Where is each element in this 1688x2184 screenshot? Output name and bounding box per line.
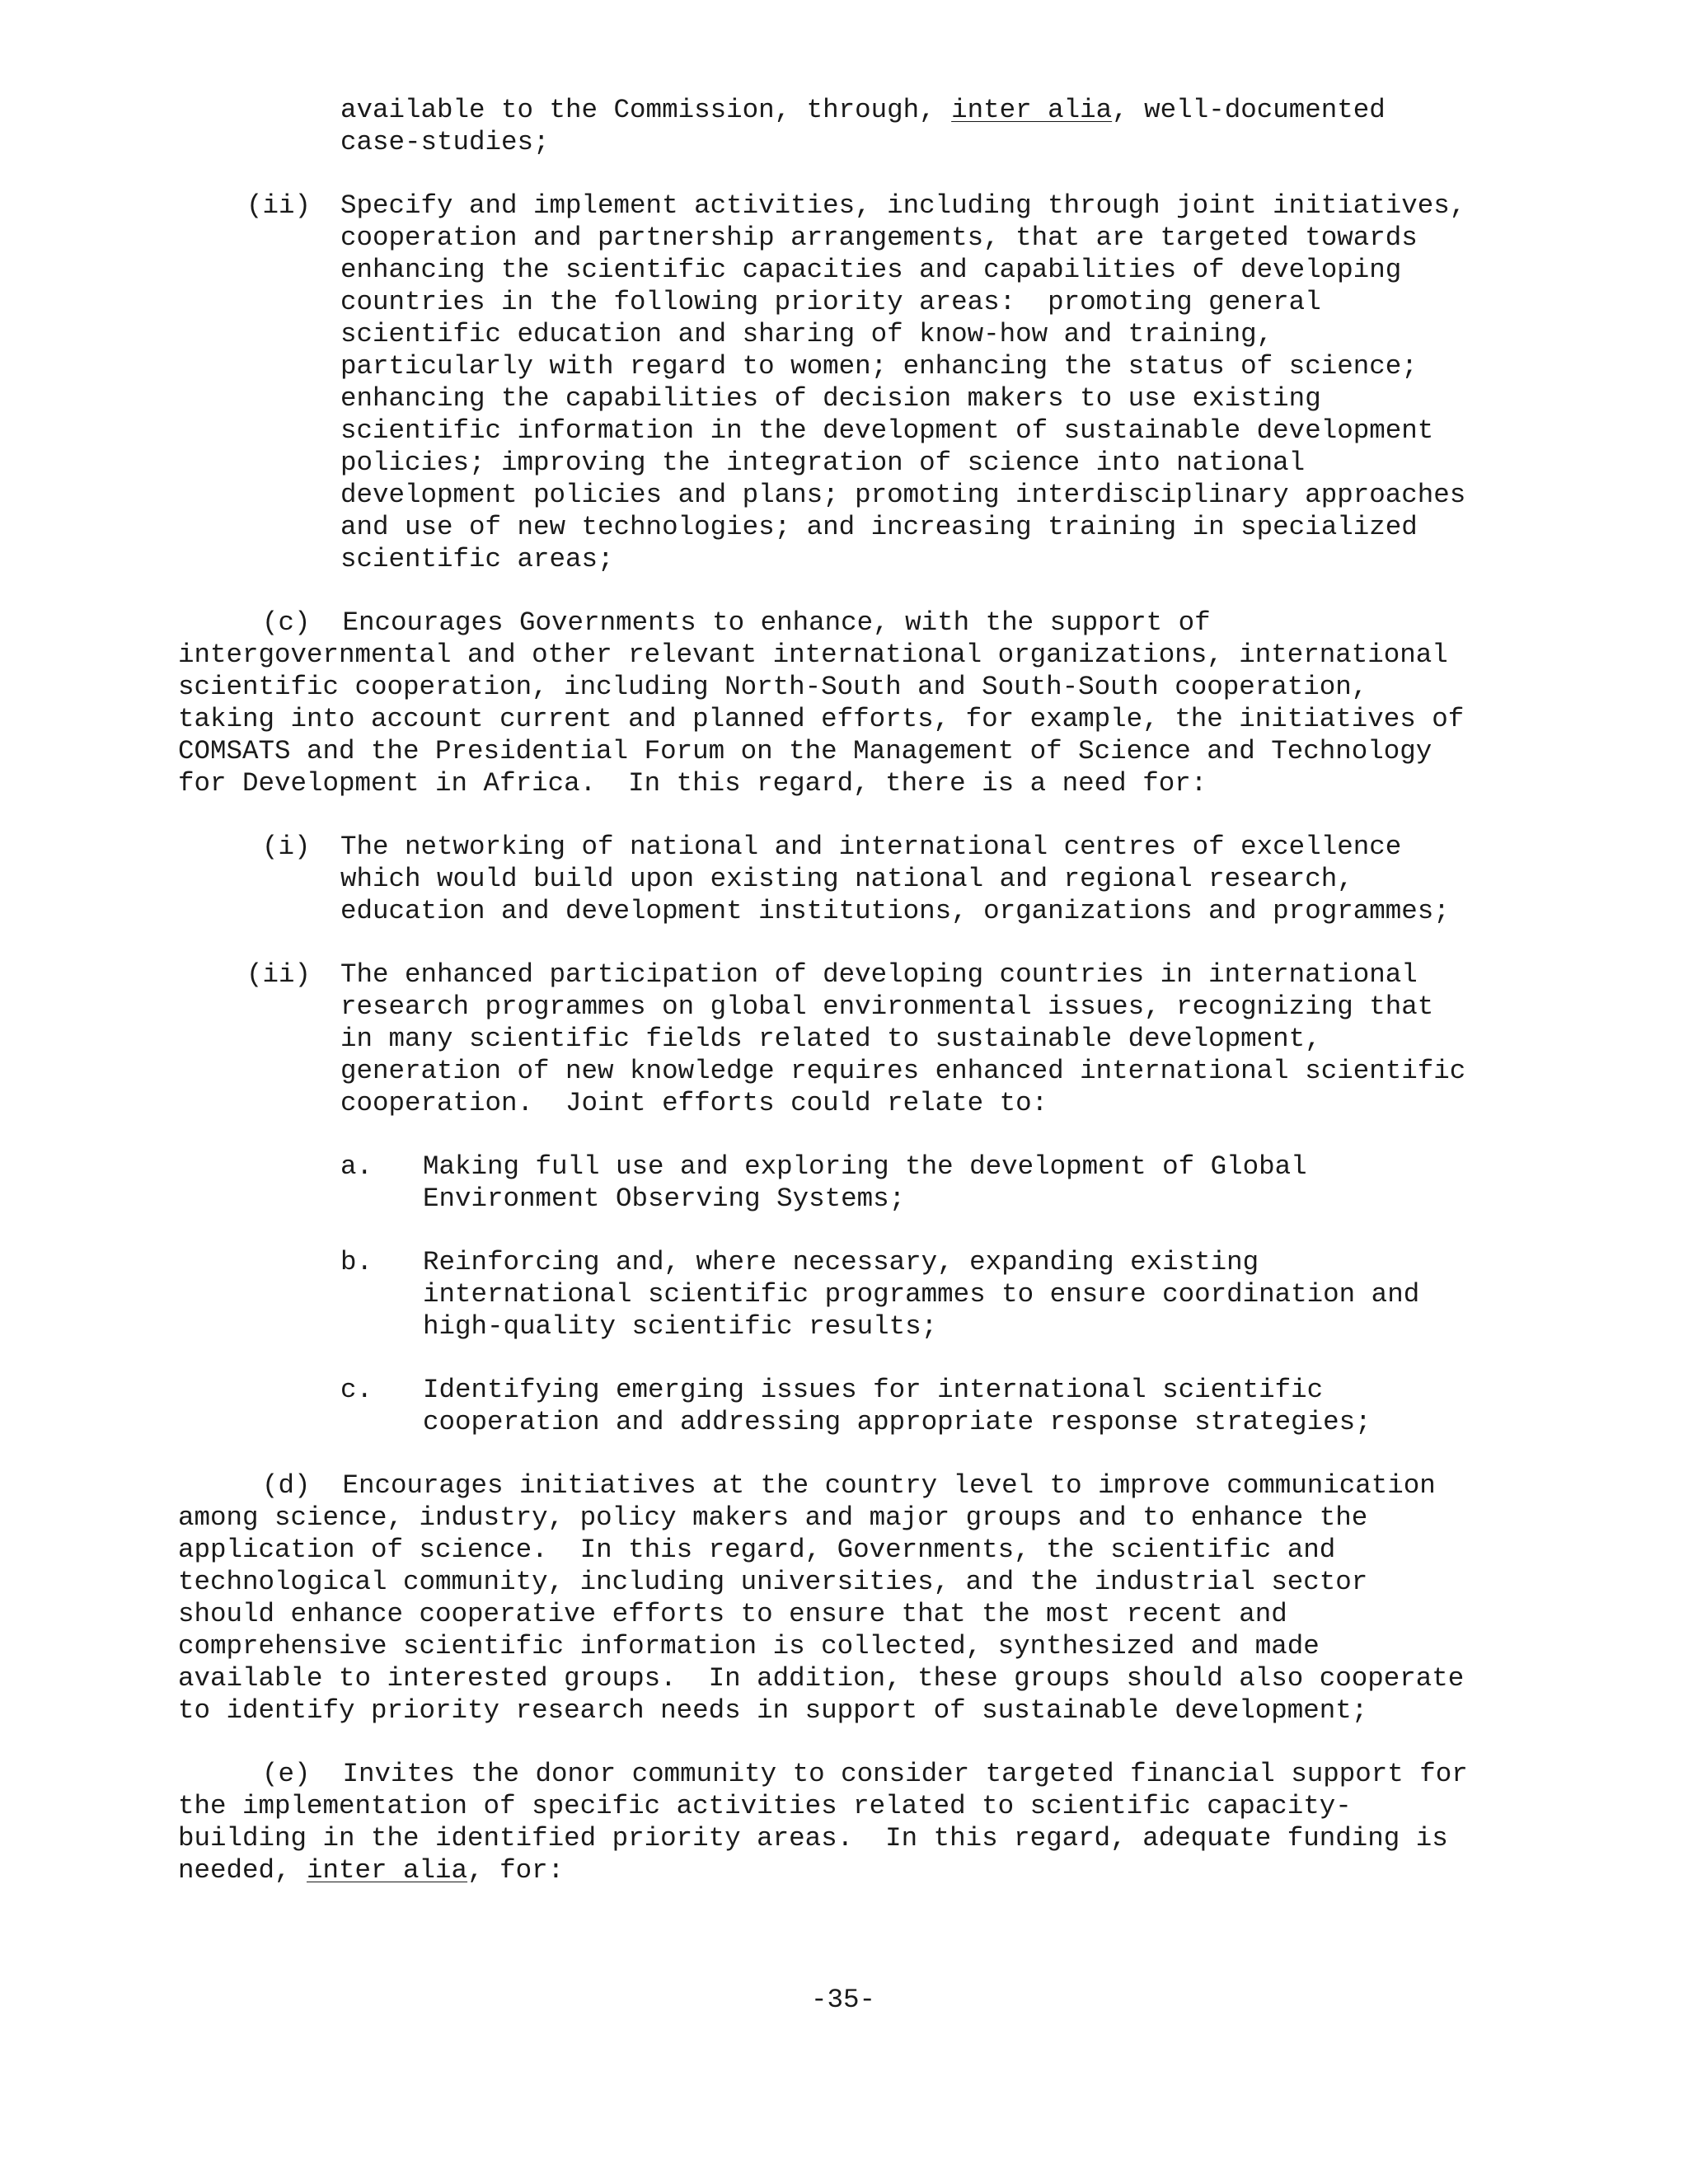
text-line: scientific cooperation, including North-South and South-South cooperation, xyxy=(178,672,1368,702)
text-line: The networking of national and international centres of excellence xyxy=(340,832,1402,862)
text-line: cooperation. Joint efforts could relate to: xyxy=(340,1088,1048,1118)
text-line: comprehensive scientific information is collected, synthesized and made xyxy=(178,1631,1320,1661)
text-line: generation of new knowledge requires enhanced international scientific xyxy=(340,1056,1466,1086)
text-line: should enhance cooperative efforts to ensure that the most recent and xyxy=(178,1599,1287,1629)
text-line: and use of new technologies; and increasing training in specialized xyxy=(340,512,1418,542)
text-line: COMSATS and the Presidential Forum on the Management of Science and Technology xyxy=(178,736,1432,766)
text-line: among science, industry, policy makers and major groups and to enhance the xyxy=(178,1502,1368,1533)
text-line: scientific areas; xyxy=(340,544,614,574)
text-line: particularly with regard to women; enhancing the status of science; xyxy=(340,351,1418,382)
text-line: cooperation and addressing appropriate response strategies; xyxy=(423,1407,1372,1437)
text-line: enhancing the capabilities of decision makers to use existing xyxy=(340,383,1321,414)
text-line: scientific education and sharing of know-how and training, xyxy=(340,319,1273,349)
text-segment: needed, xyxy=(178,1855,307,1886)
text-line: case-studies; xyxy=(340,127,550,157)
page-number: -35- xyxy=(811,1985,876,2015)
text-line xyxy=(340,94,1386,126)
text-line: to identify priority research needs in support of sustainable development; xyxy=(178,1695,1368,1726)
text-line: Environment Observing Systems; xyxy=(423,1183,906,1214)
text-line: intergovernmental and other relevant international organizations, international xyxy=(178,640,1448,670)
text-line: countries in the following priority areas: promoting general xyxy=(340,287,1321,317)
text-line: (d) Encourages initiatives at the country level to improve communication xyxy=(262,1470,1436,1501)
list-marker: (ii) xyxy=(246,190,312,221)
text-segment: , well-documented xyxy=(1112,95,1386,125)
list-marker: b. xyxy=(340,1247,373,1277)
underlined-term: inter alia xyxy=(307,1855,468,1886)
text-line: available to interested groups. In addition, these groups should also cooperate xyxy=(178,1663,1465,1694)
text-line: in many scientific fields related to sustainable development, xyxy=(340,1024,1321,1054)
text-line: scientific information in the development of sustainable development xyxy=(340,415,1434,446)
text-line: (e) Invites the donor community to consider targeted financial support for xyxy=(262,1759,1468,1789)
text-line: Reinforcing and, where necessary, expanding existing xyxy=(423,1247,1259,1277)
text-line: for Development in Africa. In this regard, there is a need for: xyxy=(178,768,1207,799)
list-marker: (i) xyxy=(262,832,311,862)
text-line: The enhanced participation of developing countries in international xyxy=(340,959,1418,990)
underlined-term: inter alia xyxy=(951,95,1113,125)
list-marker: c. xyxy=(340,1375,373,1405)
text-line: policies; improving the integration of science into national xyxy=(340,448,1306,478)
text-line: research programmes on global environmental issues, recognizing that xyxy=(340,991,1434,1022)
text-line: high-quality scientific results; xyxy=(423,1311,938,1342)
text-segment: , for: xyxy=(467,1855,565,1886)
text-line: technological community, including universities, and the industrial sector xyxy=(178,1567,1368,1597)
text-line: taking into account current and planned efforts, for example, the initiatives of xyxy=(178,704,1465,734)
text-line: Specify and implement activities, including through joint initiatives, xyxy=(340,190,1466,221)
text-line: which would build upon existing national and regional research, xyxy=(340,864,1353,894)
text-line: development policies and plans; promoting interdisciplinary approaches xyxy=(340,480,1466,510)
text-segment: available to the Commission, through, xyxy=(340,95,952,125)
list-marker: a. xyxy=(340,1151,373,1182)
text-line: application of science. In this regard, Governments, the scientific and xyxy=(178,1535,1336,1565)
text-line: (c) Encourages Governments to enhance, with the support of xyxy=(262,607,1211,638)
text-line xyxy=(178,1854,564,1886)
text-line: enhancing the scientific capacities and capabilities of developing xyxy=(340,255,1402,285)
text-line: education and development institutions, organizations and programmes; xyxy=(340,896,1450,926)
list-marker: (ii) xyxy=(246,959,312,990)
text-line: international scientific programmes to ensure coordination and xyxy=(423,1279,1420,1310)
text-line: the implementation of specific activities related to scientific capacity- xyxy=(178,1791,1352,1821)
text-line: cooperation and partnership arrangements, that are targeted towards xyxy=(340,223,1418,253)
text-line: building in the identified priority areas. In this regard, adequate funding is xyxy=(178,1823,1448,1854)
text-line: Identifying emerging issues for international scientific xyxy=(423,1375,1324,1405)
text-line: Making full use and exploring the development of Global xyxy=(423,1151,1307,1182)
